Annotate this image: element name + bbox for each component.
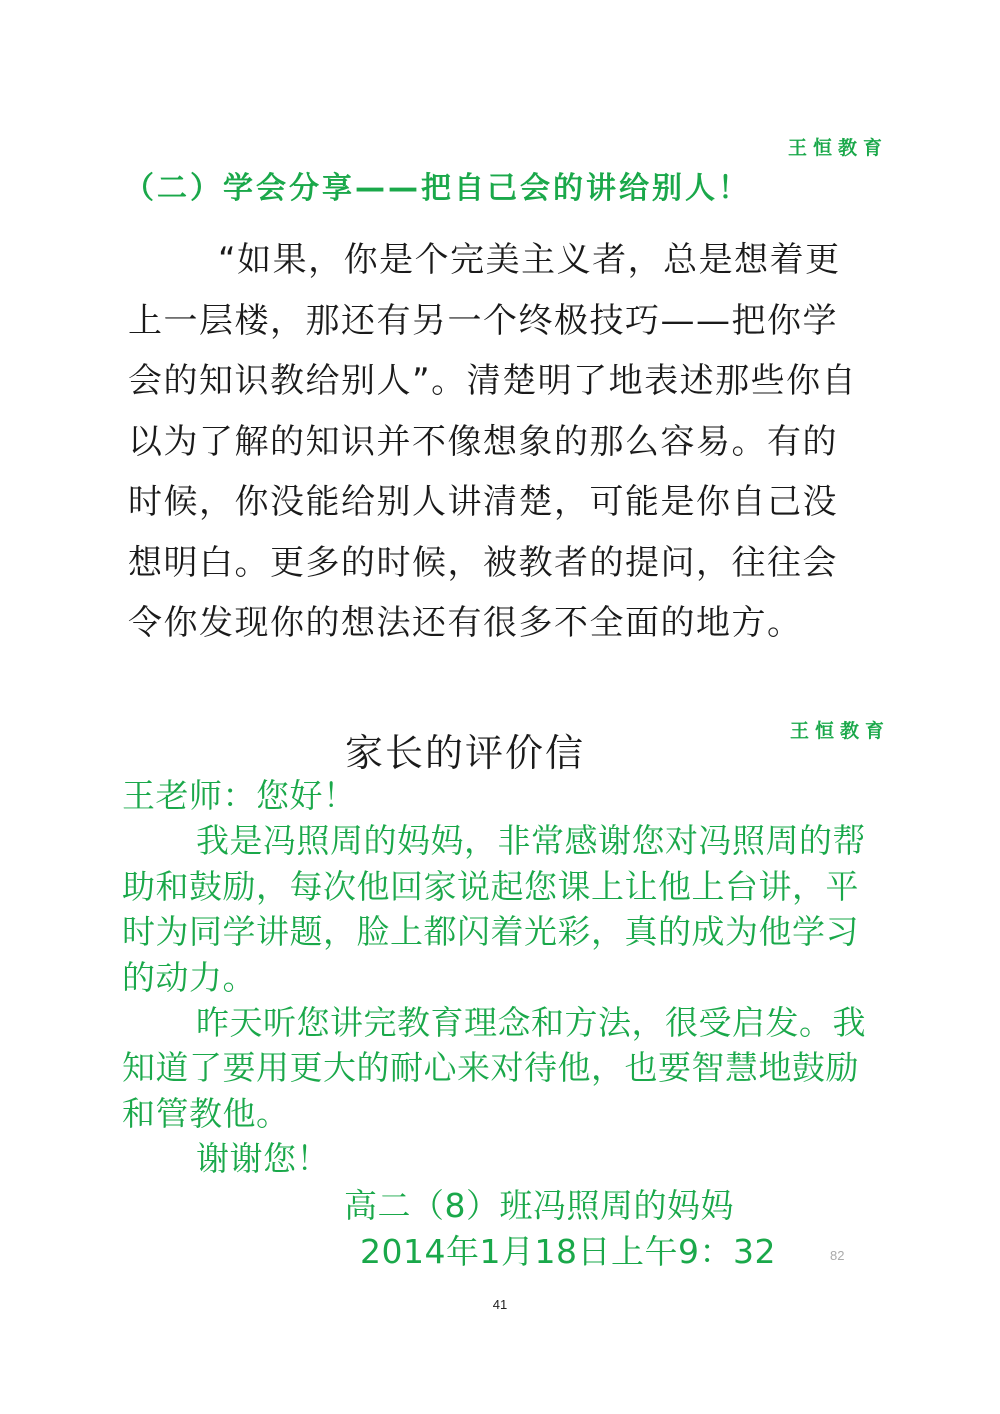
letter-paragraph-2: 昨天听您讲完教育理念和方法，很受启发。我知道了要用更大的耐心来对待他，也要智慧地鼓励和管教他。 xyxy=(122,1003,866,1133)
letter-title: 家长的评价信 xyxy=(344,731,585,775)
quote-block xyxy=(128,230,873,654)
letter-thanks: 谢谢您！ xyxy=(196,1139,330,1179)
letter-greeting: 王老师：您好！ xyxy=(122,776,357,815)
page-number: 41 xyxy=(492,1297,508,1312)
letter-paragraph-1: 我是冯照周的妈妈，非常感谢您对冯照周的帮助和鼓励，每次他回家说起您课上让他上台讲，平时为同学讲题，脸上都闪着光彩，真的成为他学习的动力。 xyxy=(122,821,866,997)
letter-date: 2014年1月18日上午9：32 xyxy=(360,1232,776,1271)
letter-body xyxy=(122,773,882,1182)
brand-watermark-top: 王恒教育 xyxy=(788,137,889,159)
brand-watermark-letter: 王恒教育 xyxy=(790,720,891,742)
quote-paragraph: “如果，你是个完美主义者，总是想着更上一层楼，那还有另一个终极技巧——把你学会的知识教给别人”。清楚明了地表述那些你自以为了解的知识并不像想象的那么容易。有的时候，你没能给别人讲清楚，可能是你自己没想明白。更多的时候，被教者的提问，往往会令你发现你的想法还有很多不全面的地方。 xyxy=(128,240,858,643)
letter-signature: 高二（8）班冯照周的妈妈 xyxy=(344,1186,734,1225)
section-heading: （二）学会分享——把自己会的讲给别人！ xyxy=(124,171,751,206)
slide-number: 82 xyxy=(830,1248,845,1263)
